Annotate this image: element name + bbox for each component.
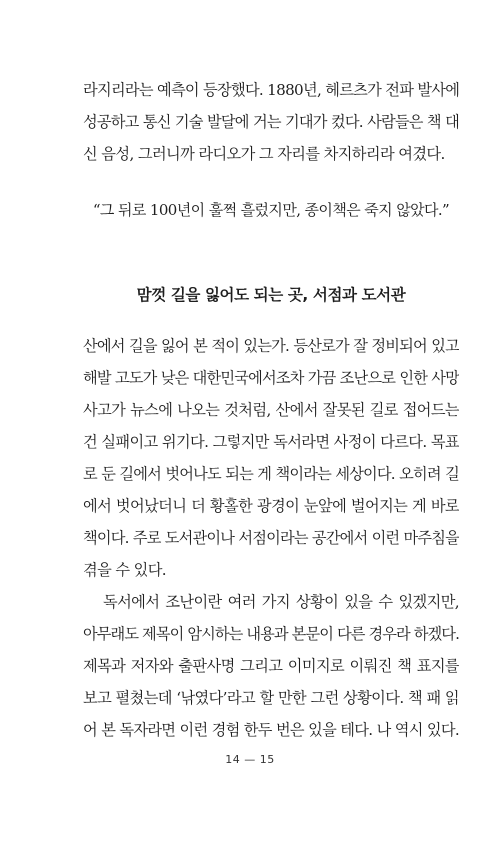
paragraph-top <box>83 74 459 170</box>
text-line: 성공하고 통신 기술 발달에 거는 기대가 컸다. 사람들은 책 대 <box>83 113 459 131</box>
paragraph-bottom <box>83 586 459 746</box>
text-line: 독서에서 조난이란 여러 가지 상황이 있을 수 있겠지만, <box>103 593 459 611</box>
text-line: 아무래도 제목이 암시하는 내용과 본문이 다른 경우라 하겠다. <box>83 625 459 643</box>
paragraph-mid <box>83 330 459 586</box>
section-heading: 맘껏 길을 잃어도 되는 곳, 서점과 도서관 <box>136 286 406 304</box>
text-line: 해발 고도가 낮은 대한민국에서조차 가끔 조난으로 인한 사망 <box>83 369 459 387</box>
page-number: 14 — 15 <box>225 753 275 766</box>
text-line: 로 둔 길에서 벗어나도 되는 게 책이라는 세상이다. 오히려 길 <box>83 465 459 483</box>
text-line: 제목과 저자와 출판사명 그리고 이미지로 이뤄진 책 표지를 <box>83 657 459 675</box>
text-line: 책이다. 주로 도서관이나 서점이라는 공간에서 이런 마주침을 <box>83 529 459 547</box>
text-line: 에서 벗어났더니 더 황홀한 광경이 눈앞에 벌어지는 게 바로 <box>83 497 459 515</box>
pull-quote: “그 뒤로 100년이 훌쩍 흘렀지만, 종이책은 죽지 않았다.” <box>92 201 450 219</box>
text-line: 사고가 뉴스에 나오는 것처럼, 산에서 잘못된 길로 접어드는 <box>83 401 459 419</box>
text-line: 산에서 길을 잃어 본 적이 있는가. 등산로가 잘 정비되어 있고 <box>83 337 459 355</box>
text-line: 어 본 독자라면 이런 경험 한두 번은 있을 테다. 나 역시 있다. <box>83 721 459 739</box>
text-line: 겪을 수 있다. <box>83 561 167 579</box>
text-line: 신 음성, 그러니까 라디오가 그 자리를 차지하리라 여겼다. <box>83 145 445 163</box>
text-line: 보고 펼쳤는데 ‘낚였다’라고 할 만한 그런 상황이다. 책 패 읽 <box>83 689 459 707</box>
text-line: 라지리라는 예측이 등장했다. 1880년, 헤르츠가 전파 발사에 <box>83 81 459 99</box>
text-line: 건 실패이고 위기다. 그렇지만 독서라면 사정이 다르다. 목표 <box>83 433 459 451</box>
